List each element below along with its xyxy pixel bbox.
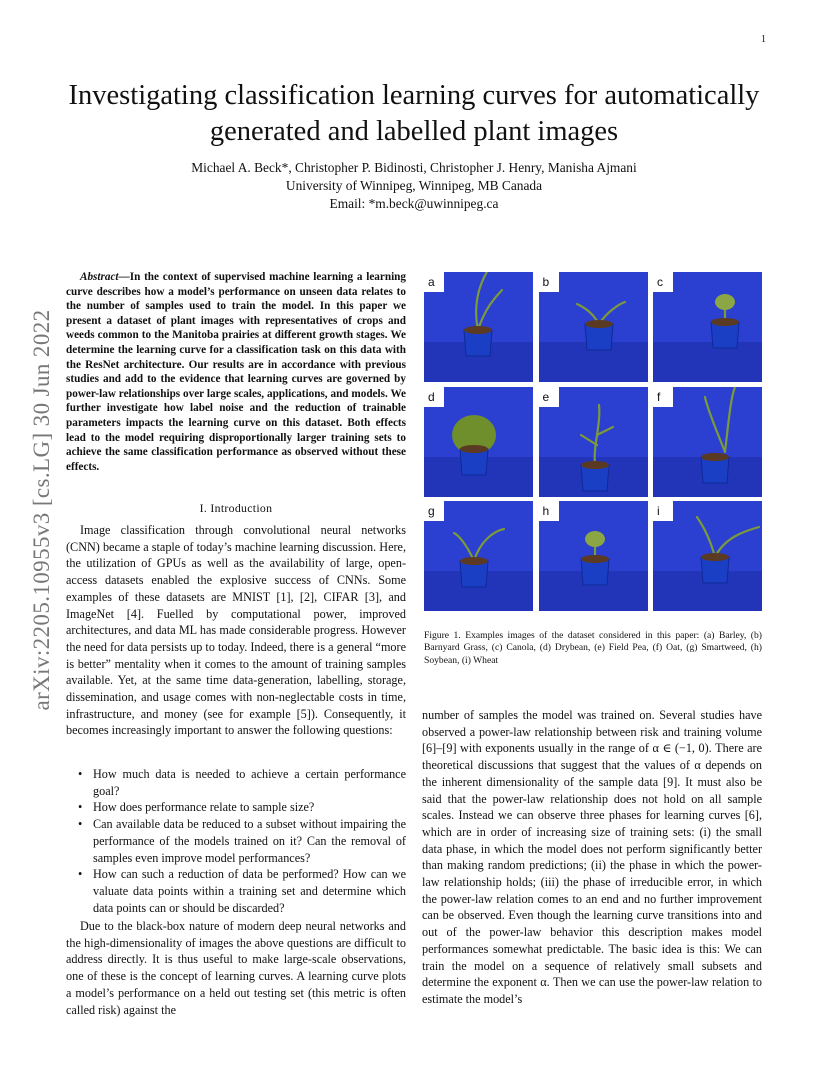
abstract-label: Abstract: [80, 271, 119, 283]
figure-panel-label: f: [653, 387, 673, 407]
question-list: [66, 766, 406, 916]
figure-panel-label: e: [539, 387, 559, 407]
list-item: • How does performance relate to sample size?: [66, 799, 406, 816]
figure-panel-smartweed: [424, 501, 533, 611]
figure-panel-barley: [424, 272, 533, 382]
plant-soil: [701, 453, 729, 461]
affiliation: University of Winnipeg, Winnipeg, MB Canada: [285, 178, 543, 193]
plant-foliage: [585, 531, 605, 547]
arxiv-sidebar: [22, 290, 62, 730]
page-number: 1: [761, 34, 766, 45]
plant-soil: [581, 461, 609, 469]
list-item: • How much data is needed to achieve a certain performance goal?: [66, 766, 406, 799]
figure-panel-label: d: [424, 387, 444, 407]
plant-soil: [711, 318, 739, 326]
figure-panel-label: c: [653, 272, 673, 292]
list-item: • Can available data be reduced to a subset without impairing the performance of the models trained on it? Can the removal of samples even improve model performances?: [66, 816, 406, 866]
figure-panel-canola: [653, 272, 762, 382]
figure-panel-drybean: [424, 387, 533, 497]
author-email: Email: *m.beck@uwinnipeg.ca: [329, 196, 499, 211]
plant-soil: [701, 553, 729, 561]
section-heading-introduction: I. Introduction: [199, 501, 273, 515]
plant-foliage: [715, 294, 735, 310]
figure-panel-label: h: [539, 501, 559, 521]
list-item: • How can such a reduction of data be performed? How can we valuate data points within a training set and determine which data points can or should be discarded?: [66, 866, 406, 916]
author-list: Michael A. Beck*, Christopher P. Bidinosti, Christopher J. Henry, Manisha Ajmani: [191, 160, 637, 175]
photo-floor: [653, 342, 762, 382]
figure-caption: Figure 1. Examples images of the dataset considered in this paper: (a) Barley, (b) Barnyard Grass, (c) Canola, (d) Drybean, (e) Field Pea, (f) Oat, (g) Smartweed, (h) Soybean, (i) Wheat: [424, 630, 762, 666]
figure-panel-label: g: [424, 501, 444, 521]
plant-soil: [585, 320, 613, 328]
abstract: [66, 270, 406, 474]
plant-soil: [464, 326, 492, 334]
right-column-paragraph: number of samples the model was trained on. Several studies have observed a power-law relationship between risk and training volume [6]–[9] with exponents usually in the range of α ∈ (−1, 0). There are theoretical discussions that suggest that the values of α depends on the inherent dimensionality of the sample data [9]. It must also be said that the power-law relationship does not hold on all sample scales. Instead we can observe three phases for learning curves [6], which are in order of increasing size of training sets: (i) the small data phase, in which the model does not perform significantly better than making random predictions; (ii) the phase in which the power-law relationship holds; (iii) the phase of irreducible error, in which the power-law relation comes to an end and no further improvement can be observed. Even though the learning curve transitions into and out of the power-law behavior this description makes model performances somewhat predictable. The basic idea is this: We can train the model on a sequence of relatively small subsets and determine the exponent α. Then we can use the power-law relation to estimate the model’s: [422, 708, 762, 1006]
paper-title: Investigating classification learning curves for automatically generated and labelled plant images: [68, 80, 760, 147]
intro-paragraph-2: Due to the black-box nature of modern deep neural networks and the high-dimensionality of images the above questions are difficult to address directly. It is thus useful to make large-scale observations, one of these is the concept of learning curves. A learning curve plots a model’s performance on a held out testing set (this metric is often called risk) against the: [66, 919, 406, 1017]
arxiv-identifier: arXiv:2205.10955v3 [cs.LG] 30 Jun 2022: [29, 309, 54, 711]
figure-panel-barnyard-grass: [539, 272, 648, 382]
figure-panel-label: a: [424, 272, 444, 292]
plant-soil: [460, 557, 488, 565]
intro-paragraph-1: Image classification through convolutional neural networks (CNN) became a staple of today’s machine learning discussion. Here, the utilization of GPUs as well as the availability of large, open-access datasets enabled the explosive success of CNNs. Some examples of these datasets are MNIST [1], [2], CIFAR [3], and ImageNet [4]. Fuelled by computational power, improved architectures, and data ML has made considerable progress. However the need for data persists up to today. Indeed, there is a general “more is better” mentality when it comes to the amount of training samples available. Yet, at the same time data-generation, labelling, storage, dissemination, and usage comes with non-neglectable costs in time, infrastructure, and money (see for example [5]). Consequently, it becomes increasingly important to answer the following questions:: [66, 523, 406, 738]
figure-1-grid: [424, 272, 762, 610]
abstract-text: —In the context of supervised machine learning a learning curve describes how a model’s performance on unseen data relates to the number of samples used to train the model. In this paper we present a dataset of plant images with representatives of crops and weeds common to the Manitoba prairies at different growth stages. We determine the learning curve for a classification task on this data with the ResNet architecture. Our results are in accordance with previous studies and add to the evidence that learning curves are governed by power-law relationships over large scales, applications, and models. We further investigate how label noise and the reduction of trainable parameters impacts the learning curve on this dataset. Both effects lead to the model requiring disproportionally larger training sets to achieve the same classification performance as observed without these effects.: [66, 271, 406, 473]
plant-soil: [581, 555, 609, 563]
figure-panel-label: i: [653, 501, 673, 521]
figure-panel-label: b: [539, 272, 559, 292]
figure-panel-wheat: [653, 501, 762, 611]
figure-panel-soybean: [539, 501, 648, 611]
plant-soil: [460, 445, 488, 453]
figure-panel-oat: [653, 387, 762, 497]
figure-panel-field-pea: [539, 387, 648, 497]
